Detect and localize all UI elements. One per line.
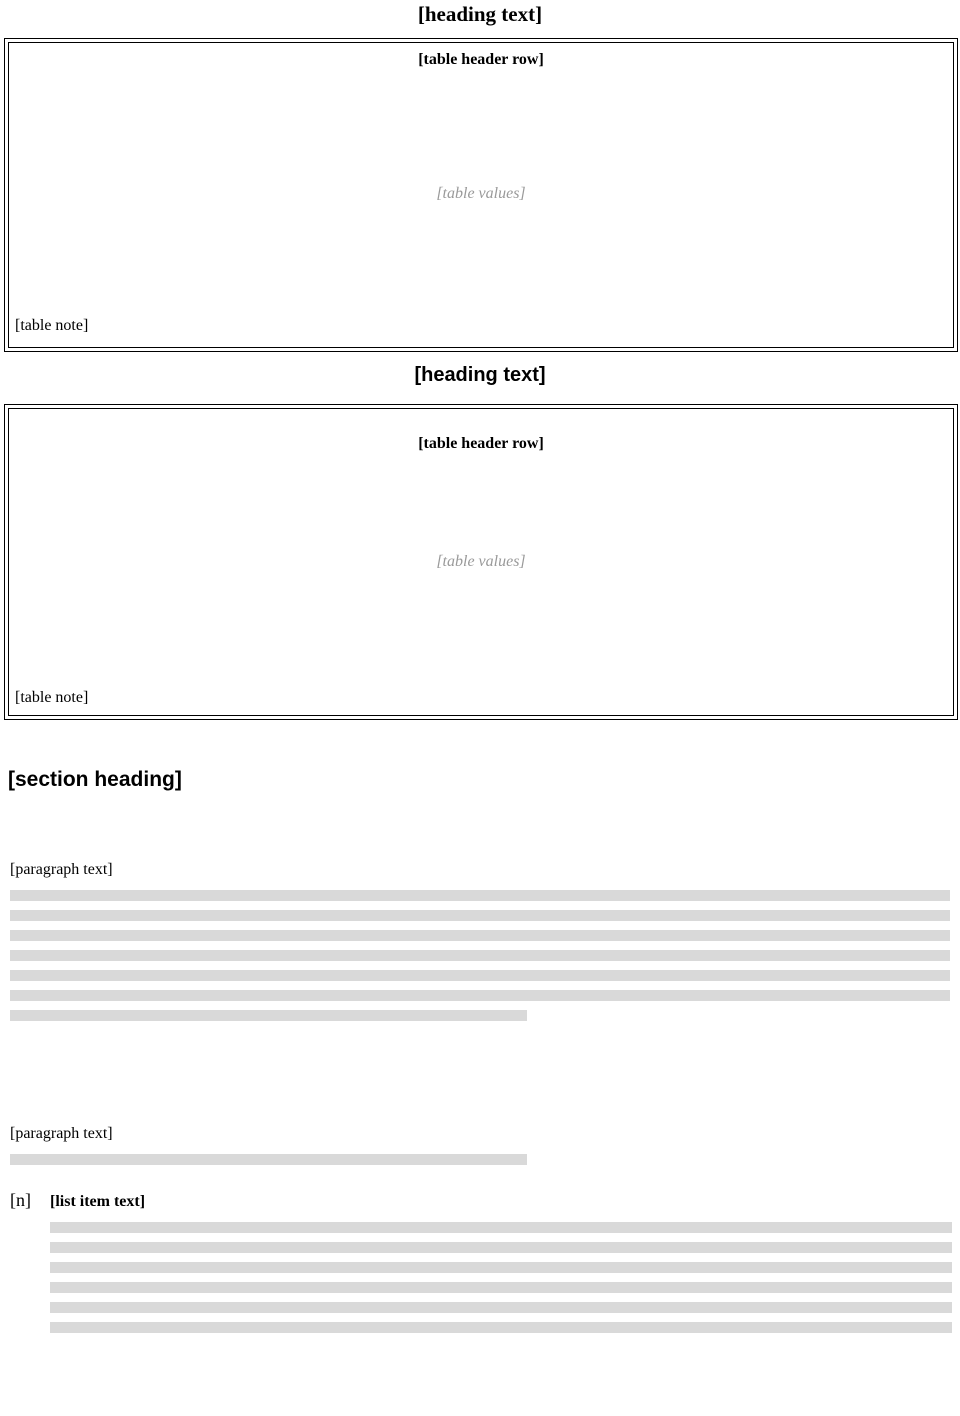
text-line	[50, 1302, 952, 1313]
text-line	[50, 1282, 952, 1293]
text-line	[10, 950, 950, 961]
section-title-other-programs: [heading text]	[417, 2, 543, 26]
study-stays-table-note: [table note]	[15, 689, 89, 706]
paragraph-2-text: [paragraph text]	[10, 1125, 113, 1142]
paragraph-1-text: [paragraph text]	[10, 861, 113, 878]
text-line	[50, 1322, 952, 1333]
text-line	[50, 1262, 952, 1273]
text-line	[50, 1222, 952, 1233]
programs-table	[8, 42, 954, 348]
list-item-number: [n]	[10, 1190, 31, 1210]
programs-table-header: [table header row]	[418, 51, 544, 68]
text-line	[10, 910, 950, 921]
text-line	[10, 970, 950, 981]
study-stays-table-body: [table values]	[436, 553, 526, 570]
text-line	[10, 990, 950, 1001]
text-line	[10, 1154, 527, 1165]
list-item	[10, 1186, 952, 1342]
text-line	[10, 890, 950, 901]
text-line	[10, 930, 950, 941]
text-line	[10, 1010, 527, 1021]
programs-table-body: [table values]	[436, 185, 526, 202]
programs-table-note: [table note]	[15, 317, 89, 334]
section-heading: [section heading]	[8, 768, 182, 791]
study-stays-table	[8, 408, 954, 716]
section-title-study-stays: [heading text]	[414, 364, 546, 386]
text-line	[50, 1242, 952, 1253]
paragraph-2	[10, 1118, 950, 1174]
list-item-text: [list item text]	[50, 1193, 146, 1210]
study-stays-table-header: [table header row]	[418, 435, 544, 452]
list-item-body	[50, 1222, 952, 1333]
paragraph-1	[10, 854, 950, 1030]
